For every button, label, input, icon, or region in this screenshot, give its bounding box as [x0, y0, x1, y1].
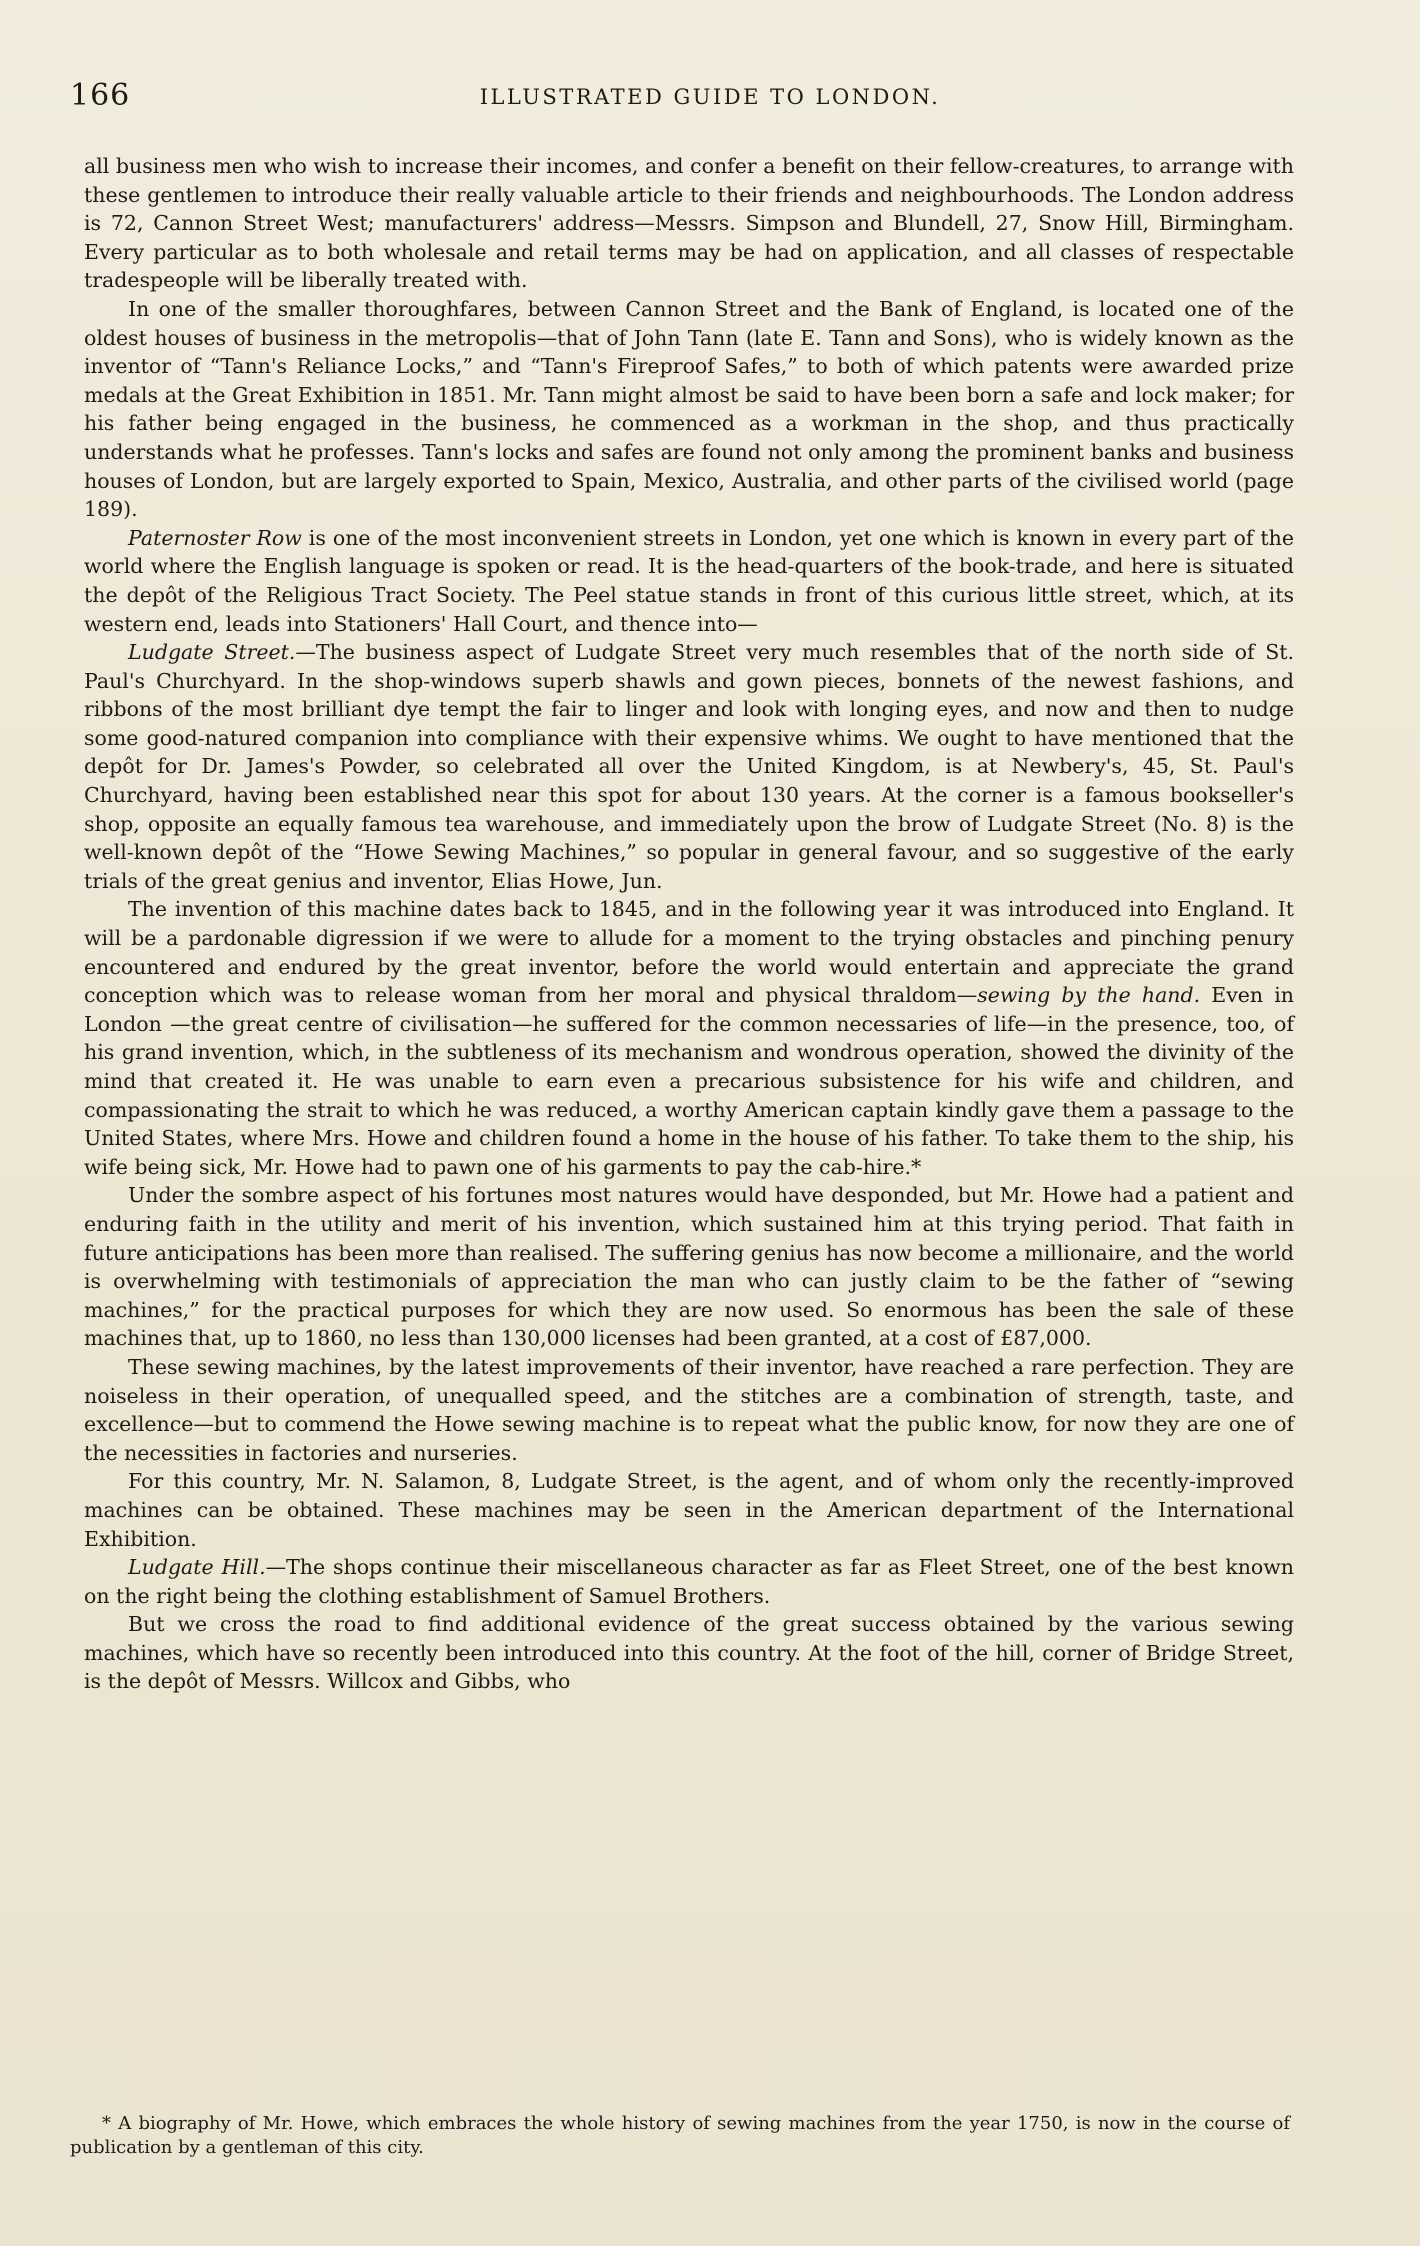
paragraph [84, 1610, 1294, 1696]
paragraph-text: The invention of this machine dates back to 1845, and in the following year it was introduced into England. It will be a pardonable digression if we were to allude for a moment to the trying obstacles and pinching penury encountered and endured by the great inventor, before the world would entertain and appreciate the grand conception which was to release woman from her moral and physical thraldom— [84, 897, 1294, 1008]
paragraph [84, 1467, 1294, 1553]
paragraph [84, 1553, 1294, 1610]
paragraph [84, 1181, 1294, 1353]
paragraph-text: —The business aspect of Ludgate Street very much resembles that of the north side of St. Paul's Churchyard. In the shop-windows superb shawls and gown pieces, bonnets of the newest fashions, and ribbons of the most brilliant dye tempt the fair to linger and look with longing eyes, and now and then to nudge some good-natured companion into compliance with their expensive whims. We ought to have mentioned that the depôt for Dr. James's Powder, so celebrated all over the United Kingdom, is at Newbery's, 45, St. Paul's Churchyard, having been established near this spot for about 130 years. At the corner is a famous bookseller's shop, opposite an equally famous tea warehouse, and immediately upon the brow of Ludgate Street (No. 8) is the well-known depôt of the “Howe Sewing Machines,” so popular in general favour, and so suggestive of the early trials of the great genius and inventor, Elias Howe, Jun. [84, 640, 1294, 893]
paragraph [84, 1353, 1294, 1467]
paragraph [84, 638, 1294, 895]
paragraph-text: —The shops continue their miscellaneous character as far as Fleet Street, one of the best known on the right being the clothing establishment of Samuel Brothers. [84, 1555, 1294, 1608]
italic-run-in: sewing by the hand. [977, 983, 1201, 1008]
paragraph-text: In one of the smaller thoroughfares, between Cannon Street and the Bank of England, is located one of the oldest houses of business in the metropolis—that of John Tann (late E. Tann and Sons), who is widely known as the inventor of “Tann's Reliance Locks,” and “Tann's Fireproof Safes,” to both of which patents were awarded prize medals at the Great Exhibition in 1851. Mr. Tann might almost be said to have been born a safe and lock maker; for his father being engaged in the business, he commenced as a workman in the shop, and thus practically understands what he professes. Tann's locks and safes are found not only among the prominent banks and business houses of London, but are largely exported to Spain, Mexico, Australia, and other parts of the civilised world (page 189). [84, 296, 1294, 522]
paragraph-text: But we cross the road to find additional evidence of the great success obtained by the various sewing machines, which have so recently been introduced into this country. At the foot of the hill, corner of Bridge Street, is the depôt of Messrs. Willcox and Gibbs, who [84, 1612, 1294, 1694]
paragraph [84, 295, 1294, 524]
paragraph [84, 895, 1294, 1181]
footnote: * A biography of Mr. Howe, which embraces the whole history of sewing machines from the year 1750, is now in the course of publication by a gentleman of this city. [70, 2113, 1290, 2158]
paragraph-text: For this country, Mr. N. Salamon, 8, Ludgate Street, is the agent, and of whom only the recently-improved machines can be obtained. These machines may be seen in the American department of the International Exhibition. [84, 1469, 1294, 1551]
running-title: ILLUSTRATED GUIDE TO LONDON. [479, 85, 941, 109]
paragraph-text: Even in London —the great centre of civilisation—he suffered for the common necessaries of life—in the presence, too, of his grand invention, which, in the subtleness of its mechanism and wondrous operation, showed the divinity of the mind that created it. He was unable to earn even a precarious subsistence for his wife and children, and compassionating the strait to which he was reduced, a worthy American captain kindly gave them a passage to the United States, where Mrs. Howe and children found a home in the house of his father. To take them to the ship, his wife being sick, Mr. Howe had to pawn one of his garments to pay the cab-hire.* [84, 983, 1294, 1179]
paragraph-text: Under the sombre aspect of his fortunes most natures would have desponded, but Mr. Howe had a patient and enduring faith in the utility and merit of his invention, which sustained him at this trying period. That faith in future anticipations has been more than realised. The suffering genius has now become a millionaire, and the world is overwhelming with testimonials of appreciation the man who can justly claim to be the father of “sewing machines,” for the practical purposes for which they are now used. So enormous has been the sale of these machines that, up to 1860, no less than 130,000 licenses had been granted, at a cost of £87,000. [84, 1183, 1294, 1351]
paragraph [84, 152, 1294, 295]
paragraph-text: is one of the most inconvenient streets in London, yet one which is known in every part of the world where the English language is spoken or read. It is the head-quarters of the book-trade, and here is situated the depôt of the Religious Tract Society. The Peel statue stands in front of this curious little street, which, at its western end, leads into Stationers' Hall Court, and thence into— [84, 525, 1294, 636]
paragraph-text: These sewing machines, by the latest improvements of their inventor, have reached a rare perfection. They are noiseless in their operation, of unequalled speed, and the stitches are a combination of strength, taste, and excellence—but to commend the Howe sewing machine is to repeat what the public know, for now they are one of the necessities in factories and nurseries. [84, 1354, 1294, 1465]
italic-run-in: Ludgate Street. [128, 640, 296, 665]
paragraph-text: all business men who wish to increase their incomes, and confer a benefit on their fellow-creatures, to arrange with these gentlemen to introduce their really valuable article to their friends and neighbourhoods. The London address is 72, Cannon Street West; manufacturers' address—Messrs. Simpson and Blundell, 27, Snow Hill, Birmingham. Every particular as to both wholesale and retail terms may be had on application, and all classes of respectable tradespeople will be liberally treated with. [84, 154, 1294, 293]
body-text [84, 152, 1294, 1696]
paragraph [84, 524, 1294, 638]
page-header [70, 78, 1350, 118]
italic-run-in: Ludgate Hill. [128, 1555, 266, 1580]
italic-run-in: Paternoster Row [128, 525, 302, 550]
page-number: 166 [70, 78, 131, 113]
